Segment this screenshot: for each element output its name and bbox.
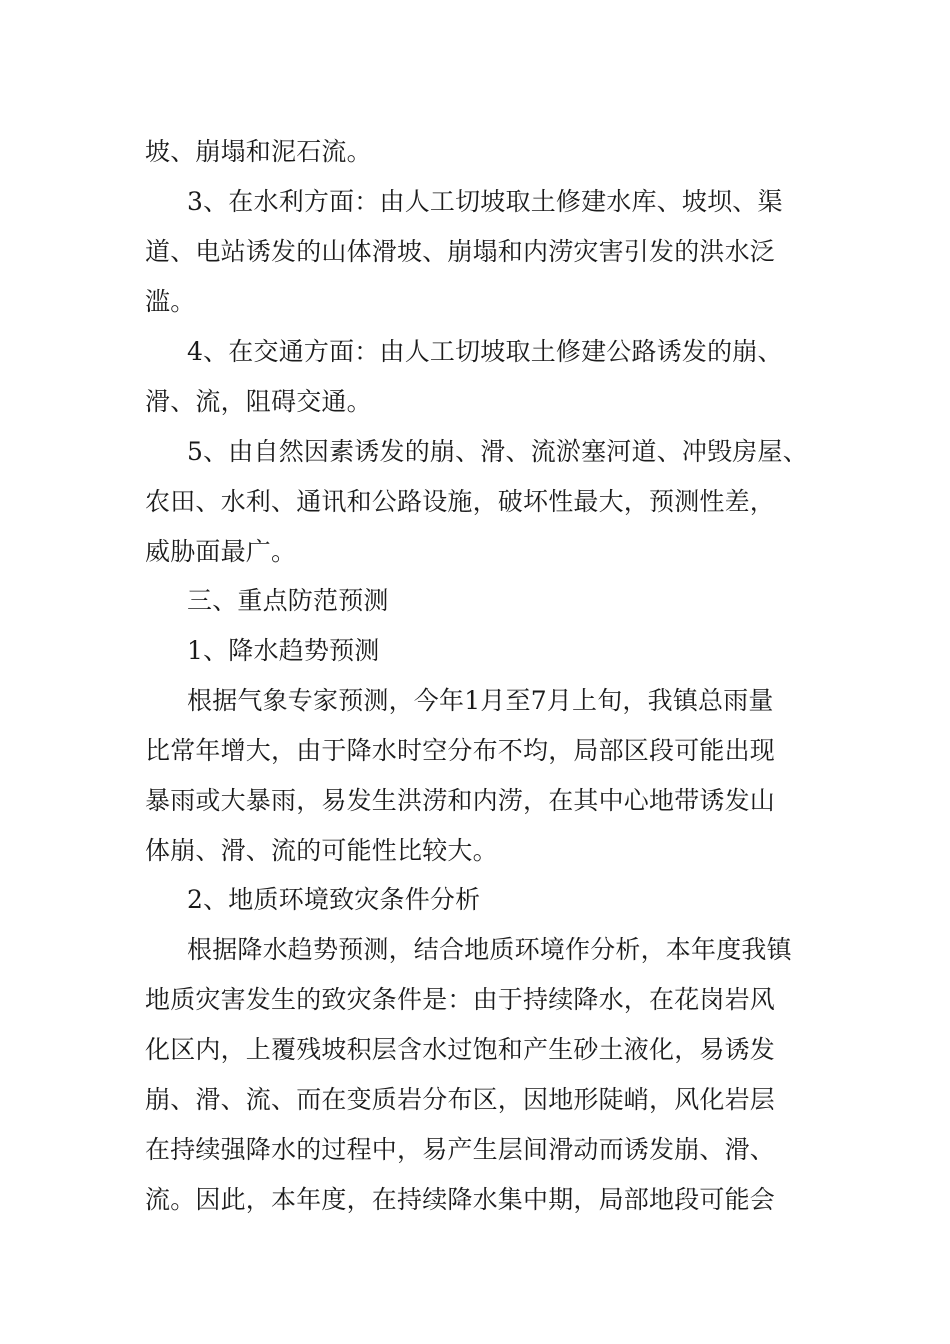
text-line: 5、由自然因素诱发的崩、滑、流淤塞河道、冲毁房屋、	[187, 437, 808, 466]
text-line: 根据降水趋势预测，结合地质环境作分析，本年度我镇	[187, 935, 792, 964]
text-line: 流。因此，本年度，在持续降水集中期，局部地段可能会	[145, 1185, 776, 1214]
text-line: 滥。	[145, 287, 196, 316]
text-line: 化区内，上覆残坡积层含水过饱和产生砂土液化，易诱发	[145, 1035, 776, 1064]
text-line: 农田、水利、通讯和公路设施，破坏性最大，预测性差，	[145, 487, 776, 516]
text-line: 地质灾害发生的致灾条件是：由于持续降水，在花岗岩风	[145, 985, 776, 1014]
text-line: 比常年增大，由于降水时空分布不均，局部区段可能出现	[145, 736, 776, 765]
text-line: 坡、崩塌和泥石流。	[145, 137, 372, 166]
text-line: 威胁面最广。	[145, 537, 297, 566]
subsection-heading: 2、地质环境致灾条件分析	[187, 885, 481, 914]
text-line: 3、在水利方面：由人工切坡取土修建水库、坡坝、渠	[187, 187, 783, 216]
text-line: 暴雨或大暴雨，易发生洪涝和内涝，在其中心地带诱发山	[145, 786, 776, 815]
text-line: 体崩、滑、流的可能性比较大。	[145, 836, 498, 865]
text-line: 滑、流，阻碍交通。	[145, 387, 372, 416]
text-line: 根据气象专家预测，今年1月至7月上旬，我镇总雨量	[187, 686, 774, 715]
text-line: 崩、滑、流、而在变质岩分布区，因地形陡峭，风化岩层	[145, 1085, 776, 1114]
text-line: 道、电站诱发的山体滑坡、崩塌和内涝灾害引发的洪水泛	[145, 237, 776, 266]
text-line: 在持续强降水的过程中，易产生层间滑动而诱发崩、滑、	[145, 1135, 776, 1164]
text-line: 4、在交通方面：由人工切坡取土修建公路诱发的崩、	[187, 337, 783, 366]
section-heading: 三、重点防范预测	[187, 586, 389, 615]
subsection-heading: 1、降水趋势预测	[187, 636, 380, 665]
